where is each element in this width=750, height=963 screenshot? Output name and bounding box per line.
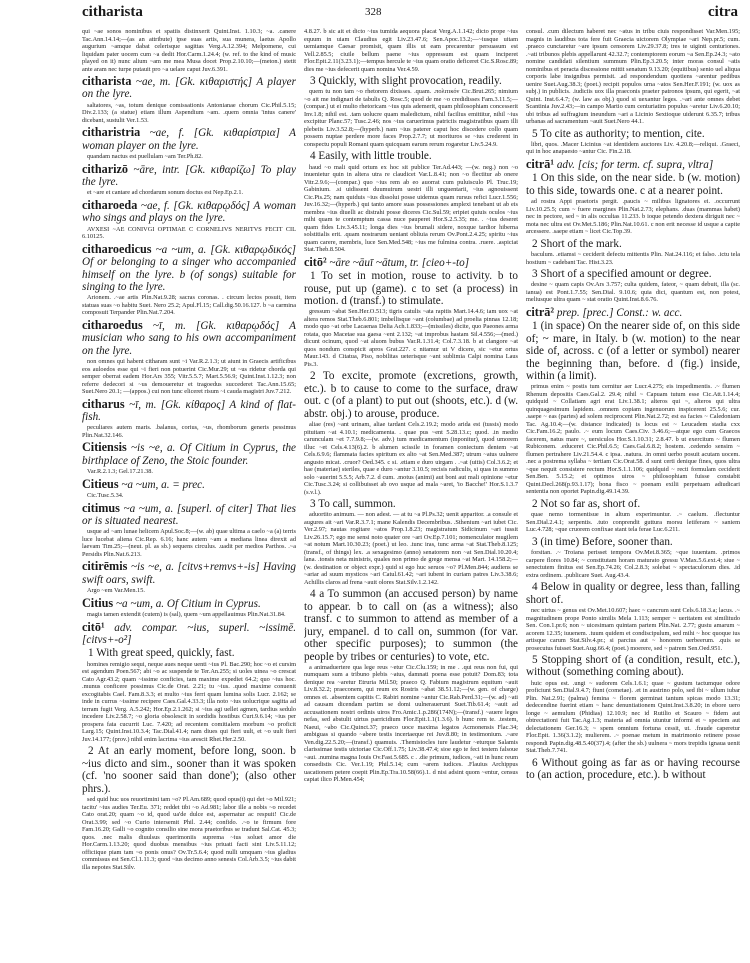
grammar-info: ~a ~um, a. = prec.: [118, 478, 205, 491]
citation-block: Arionem. .~ae artis Plin.Nat.9.28; sacras coronas. . circum lectos posuit, item statuas suas ~o habitu Suet. Nero 25.2; Apul.Fl.15; Call.dig.50.16.127. b ~a carmina composuit Terpander Plin.Nat.7.204.: [82, 294, 296, 317]
sense-definition: 1 On this side, on the near side. b (w. motion) to this side, towards one. c at a nearer point.: [526, 172, 740, 197]
citation-block: a animaduertere qua lege reus ~etur Cic.Clu.159; in me . .qui reus non fui, qui numquam sum a tribuno plebis ~atus, damnati poena esse potuit? Dom.83; tota denique rea ~aretur Etruria Mil.50; praeco Q. Fabium magistrum equitum ~auit Liv.8.32.2; praeconem, qui reum ex Rostris ~abat 38.51.12;—(w. gen. of charge) omnes ei. .absentem capitis C. Rabiri nomine ~antur Cic.Rab.Perd.31;—(w. ad) ~ati ad causam dicendam partim se domi uulnerauerunt Suet.Tib.61.4; ~auit ad accusationem nostri ordinis uiros Fro.Amic.1.p.286(174N);—(transf.) ~auere leges nefas, sed abstulit uirtus parricidium Flor.Epit.1.1(1.3.6). b hunc rem te. .testem, Naeui, ~abo Cic.Quinct.37; praeco uoce maxima legatos Acmonensis Flac.34; ambiguas si quando ~abere testis incertaeque rei Juv.8.80; in testimonium. .~are Ven.dig.22.5.20;—(transf.) quamuis. .Themistocles iure laudetur ~eturque Salamis clarissimae testis uictoriae Cic.Off.1.75; Liv.38.47.4; sioe ego te feci testem falsoue ~aui. .numina magna Iouis Ov.Fast.5.685. c . .die primum, iudices, ~ati in hunc reum consedistis Cic. Ver.1.19; Phil.5.14; cum ~arem iudices. .Flauius Archippus uacationem petere coepit Plin.Ep.Tra.10.58(66).1. d nisi adsint quom ~entur, census capiat ilico Pl.Men.454;: [304, 663, 518, 784]
citation-block: AVXESI ~AE CONIVGI OPTIMAE C CORNELIVS NERITVS FECIT CIL 6.10125.: [82, 225, 296, 241]
citation-block: haud ~o mali quid ortum ex hoc sit publice Ter.Ad.443; —(w. neg.) non ~o inuenietur quin in altera utra re claudicet Var.L.8.41; non ~o flectitur ab onere Vitr.2.9.6;—(compar.) quo ~ius rem ab eo auorrat cum puluisculo Pl. Truc.19; Gabinium. .si uidissent duumuirum uestri illi unguentarii, ~ius agnouissent Cic.Pis.25; nam quiduis ~ius dissolui posse uidemus quam rursus refici Lucr.1.556; Juv.16.32;—(hyperb.) qui tanto amore suas possessiones amplexi tenebant ut ab eis membra ~ius diuelli ac distrahi posse diceres Cic.Sul.59; eripiet quiuis oculos ~ius mihi quam te contemptum cassa nuce pauperet Hor.S.2.5.35; me. . ~ius deseret quam fides Liv.3.45.11; longa dies ~ius brumali sidere, noxque tardior hiberna solstitialis erit. .quam nostrarum ueniant obliuia rerum Ov.Pont.2.4.25; spiritu ~ius quam carere, membris, luce Sen.Med.548; ~ius me fulmina contra. .ruere. .aspiciat Stat.Theb.8.504.: [304, 163, 518, 254]
citation-block: aliae (res) ~ant urinam, aliae tardant Cels.2.19.2; modo arida est (tussis) modo pituitam ~at 4.10.1; medicamenta. . quae pus ~ent 5.28.13.c; quod. .in medio carunculam ~et 7.7.9.8;—(w. adv.) tum medicamentum (inponitur), quod umorem illuc ~et Cels.4.13(6).2. b alumen scissile in foramen coniectum dentem ~at Cels.6.9.6; flammata facies spiritum ex alto ~at Sen.Med.387; utrum ~atus uulnere angusto micat. .cruor? Oed.345. c si. .etiam e duro uirgam . .~at (uitis) Col.3.6.2; et hae (materiae) steriles, quae e duro ~antur 3.10.5; recisis radiculis, si quas in summo solo ~auerint 5.5.5; Arb.7.2. d cum. .motus (animi) aut boni aut mali opinione ~etur Cic.Tusc.3.24; si collibuisset ab ovo usque ad mala ~aret, 'io Bacche!' Hor.S.1.3.7 (s.v.l.).: [304, 421, 518, 496]
sense-definition: 3 (in time) Before, sooner than.: [532, 535, 673, 548]
sense-definition: 1 To set in motion, rouse to activity. b to rouse, put up (game). c to set (a process) in motion. d (transf.) to stimulate.: [304, 270, 518, 308]
citation-block: primus enim ~ postis tum cernitur aer Lucr.4.275; eis impedimentis. .~ flumen Rhenum depositis Caes.Gal.2. 29.4; nihil ~ Capuam tutum esse Cic.Att.1.14.4; quidquid ~ Collatiam agri erat Liv.1.38.1; alteros qui ~, alteros qui ultra quinquagesimum lapidem. .omnem copiam ingenuorum inspicerent 25.5.6; cur. .saepe ~ eas (partes) ad solem reciprocent Plin.Nat.2.72; est ea facies ~ Caledoniam Tac. Ag.10.4;—(w. distance indicated) is locus est ~ Leucadem stadia cxx Cic.Fam.16.2; paulo. .~ eum locum Caes.Civ. 3.46.6;—atque ego cum Graecos facerem, natus mare ~, uersiculos Hor.S.1.10.31; 2.8.47. b ut exercitum ~ flumen Rubiconem. .educeret Cic.Phil.6.5; Caes.Gal.6.8.2; hostem. .cedendo sensim ~ flumen pertrahere Liv.21.54.4. c ipsa. .natura. .in omni uerbo posuit acutam uocem. .nec a postrema syllaba ~ tertiam Cic.Orat.58. d sunt certi denique fines, quos ultra ~que nequit consistere rectum Hor.S.1.1.106; quidquid ~ recti formulam ceciderit Sen.Ben. 5.15.2; et optimos uiros ~ philosophiam fuisse constabit Quint.Decl.268(p.93.1.17); bona fisco ~ poenam exilii perpetuam adiudicari sententia non oportet Papin.dig.49.14.39.: [526, 383, 740, 496]
citation-block: homines remigio sequi, neque aues neque uenti ~ius Pl. Bac.290; hoc ~o et cursim est agendum Poen.567; abi ~o ac suspende te Ter.An.255; si uoles uinea ~o crescat Cato Agr.43.2; quam ~issime conficies, tam maxime expediet 64.2; quo ~ius hoc. .munus conficere possimus Cic.de Orat. 2.21; tu ~ius. .quod maxime conuenit excogitabis Cael. Fam.8.3.3; et multo ~ius ferri quam lumina solis Lucr. 2.162; se inde in currus ~issime recipere Caes.Gal.4.33.3; illa noto ~ius uolucrique sagitta ad terram fugit Verg. A.5.242; Hor.Ep.2.1.262; si ~ius agi uellet agmen, tardius sedulo incedere Liv.2.58.7; ~o gloria obsolescit in sordidis hostibus Curt.9.6.14; ~ius per prospera fata cucurrit Luc. 7.420; ad recentem comitialem morbum ~o proficit Larg.15; Quint.Inst.10.3.4; Tac.Dial.41.4; nam diues qui fieri uult, et ~o uult fieri Juv.14.177; (prov.) nihil enim lacrima ~ius arescit Rhet.Her.2.50.: [82, 660, 296, 743]
citation-block: peculiares autem maris. .balanus, corius, ~us, rhomborum generis pessimus Plin.Nat.32.146.: [82, 424, 296, 439]
grammar-info: ~āre, intr. [Gk. κιθαρίζω] To play the lyre.: [82, 163, 296, 189]
sense-definition: 5 Stopping short of (a condition, result, etc.), without (something coming about).: [526, 654, 740, 679]
sense-definition: 5 To cite as authority; to mention, cite.: [532, 127, 705, 140]
citation-block: quem tu non tam ~o rhetorem dixisses. .quam. .πολιτικόν Cic.Brut.265; nimium ~o ait me indignari de tabulis Q. Rosc.5; quod de me ~o credidisses Fam.3.11.5;—(compar.) ut ei multo rhetoricam ~ius quis ademerit, quam philosophiam concesserit Inv.1.8; nihil est. .tam uolucre quam maledictum, nihil facilius emittitur, nihil ~ius excipitur Planc.57; Tusc.2.46; nos ~ius caruerimus patriciis magistratibus quam illi plebeiis Liv.3.52.8;—(hyperb.) nam ~ius paterer caput hoc discedere collo quam possem nuptae perdere more faces Prop.2.7.7; ut morituros se ~ius crederent in conspectu populi Romani quam quicquam earum rerum rogaretur Liv.5.24.9.: [304, 88, 518, 148]
citation-block: consul. .cum dilectum haberet nec ~atus in tribu ciuis respondisset Var.Men.195; magnis in laudibus tota fere fuit Graecia uictorem Olympiae ~ari Nep.pr.5; cum. .praeco cunctaretur ~are ipsum censorem Liv.29.37.8; tres te uiginti centuriones. .~ati tribunos plebis appellarunt 42.32.7; contemptorem eorum ~a Sen.Ep.24.3; ~ato nomine candidati silentium summum Plin.Ep.3.20.5; inter moras consul ~atis nominibus et peracta discessione mittit senatum 9.13.20; (equitibus) senio uel aliqua corporis labe insignibus permisit. .ad respondendum quotiens ~arentur pedibus uenire Suet.Aug.38.3; (poet.) recipit populos urna ~atos Sen.Her.F.191; (w. uox as subj.) in publicis. .iudiciis uox illa praeconis praeter patronos ipsum, qui egerit, ~at Quint. Inst.6.4.7; (w. law as obj.) quod si uexantur leges. .~ari ante omnes debet Scantinia Juv.2.43;—in campo Martio cum centuriatim populus ~aretur Liv.6.20.10; ubi tribus ad suffragium ineundum ~ari a Licinio Sextioque uiderunt 6.35.7; tribus urbanas ad sacramentum ~auit Suet.Nero 44.1.: [526, 28, 740, 125]
grammar-info: ~a ~um, a. [Gk. κιθαρῳδικός] Of or belonging to a singer who accompanied himself on the lyre. b (of songs) suitable for singing to the lyre.: [82, 243, 296, 293]
entry-headline: [82, 478, 296, 491]
citation-block: magis tamen extendit (cutem) is (sal), quem ~um appellauimus Plin.Nat.31.84.: [87, 611, 286, 619]
sense-definition: 3 Short of a specified amount or degree.: [532, 268, 712, 281]
sense-definition: 2 At an early moment, before long, soon. b ~ius dicto and sim., sooner than it was spoken (cf. 'no sooner said than done'); (also other phrs.).: [82, 745, 296, 795]
sense-definition: 2 Short of the mark.: [532, 237, 622, 250]
entry-headline: [82, 199, 296, 225]
grammar-info: adv. compar. ~ius, superl. ~issimē. [citvs+-o²]: [82, 621, 296, 647]
entry-headline: [304, 256, 518, 269]
column-1: [82, 27, 296, 957]
sense-definition: 4 Below in quality or degree, less than, falling short of.: [526, 581, 740, 606]
citation-block: quandam nactus est puellulam ~am Ter.Ph.82.: [87, 153, 203, 161]
headword: citharistria: [82, 125, 141, 140]
citation-block: huic opus est. .ungi ~ sudorem Cels.1.6.1; quae ~ gustum tactumque odore proficiunt Sen.Dial.9.4.7; fiunt (cometae). .et in austrino polo, sed ibi ~ ullum iubar Plin. Nat.2.91; (palma) femina ~ florem germinat tantum spicas modo 13.31; dedecendine fuerint etiam ~ hanc denuntiationem Quint.Inst.3.8.20; in ebore uero longe ~ aemulum (Phidias) 12.10.9; nec id Rutilio et Scauro ~ fidem aut obtrectationi fuit Tac.Ag.1.3; materia ad omnia utuntur informi et ~ speciem aut delectationem Ger.16.3; ~ spem omnium fortuna cessit, ut. .fraude caperetur Flor.Epit. 1.36(3.1.2); mulierem. .~ poenae metum in matrimonio retinere posse respondi Papin.dig.48.5.40(37).4; (after the sb.) uulnera ~ mors trepidis ignaua uenit Stat.Theb.7.741.: [526, 679, 740, 755]
headword: Citiensis: [82, 440, 127, 455]
headword: citrā²: [526, 304, 555, 319]
grammar-info: ~ī, m. [Gk. κίθαρος] A kind of flat-fish.: [82, 398, 296, 423]
entry-headline: [82, 441, 296, 467]
grammar-info: ~ae, f. [Gk. κιθαρίστρια] A woman player on the lyre.: [82, 127, 296, 152]
grammar-info: ~āre ~āuī ~ātum, tr. [cieo+-to]: [326, 256, 470, 269]
citation-block: usque ad ~am lunae helicem Apul.Soc.8;—(w. ab) quae ultima a caelo ~a (a) terris luce lucebat aliena Cic.Rep. 6.16; hanc autem ~am a mediana linea direxit ad laevam Tim.25;—(neut. pl. as sb.) sequens circulus. .uadit per medios Parthos. .~a Persidis Plin.Nat.6.213.: [82, 528, 296, 558]
citation-block: forsitan. .~ Troiana perisset tempora Ov.Met.8.365; ~que iuuentam. .primos carpere flores 10.84; ~ constitutam horam maturato gressu V.Max.5.6.ext.4; siue ~ senectutem finitus est Sen.Ep.74.26; Col.2.8.3; solebat ~ spectaculorum dies. .id extra ordinem. .publicare Suet. Aug.43.4.: [526, 549, 740, 579]
headword: Citieus: [82, 476, 119, 491]
citation-block: qui ~ae sonos nominibus et spatiis distinxerit Quint.Inst. 1.10.3; ~a. .canere Tac.Ann.14.14;—(as an attribute) ipse suas artis, sua munera, laetus Apollo augurium ~amque dabat celerisque sagittas Verg.A.12.394; Melpomene, cui liquidam pater uocem cum ~a dedit Hor.Carm.1.24.4; (w. ref. to the kind of music played on it) nunc alium ~am me mea Musa docet Prop.2.10.10;—(meton.) stetit ante aram nec turpe putauit pro ~a uelare caput Juv.6.391.: [82, 28, 296, 73]
citation-block: Var.R.2.1.3; Gel.17.21.38.: [87, 468, 153, 476]
citation-block: Argo ~em Var.Men.15.: [87, 587, 145, 595]
entry-headline: [82, 319, 296, 357]
headword: Citius: [82, 595, 114, 610]
citation-block: quae nemo tormentisue in altum experimuntur. .~ caelum. .flectuntur Sen.Dial.2.4.1; serpentis. .tuto conprendit guttura morsu letiferam ~ saniem Luc.4.728; ~que cruorem confixae stant tela ferae Luc.6.211.: [526, 511, 740, 534]
headword: citō¹: [82, 619, 105, 634]
column-3: [526, 27, 740, 957]
sense-definition: 1 With great speed, quickly, fast.: [88, 647, 235, 660]
citation-block: gressum ~abat Sen.Her.O.513; tigris catulis ~ata rapitis Mart.14.4.6; iam uox ~at altera remos Stat.Theb.6.801; imbellisque ~ant (columbae) ad proelia pinnas 12.18; modo quo ~at orbe Lacaenas Delia Ach.1.833;—(missiles) dicite, quo Paeones arma rotata, quo Macetae sua gaesa ~ent 2.132; ~at improbus hastam Sil.4.556;—(med.) dicunt ocinum, quod ~at aluom bubus Var.R.1.31.4; Col.7.3.18. b at clangore ~at quos nondum conspicit apros Grat.227. c nitamur ut V dicere, sic ~etur ortus Maur.143. d Citatua, Piso, nobilitas ueterisque ~ant sublimia Calpi nomina Laus Pis.3.: [304, 308, 518, 368]
citation-block: et ~are et cantare ad chordarum sonum doctus est Nep.Ep.2.1.: [87, 189, 244, 197]
grammar-info: ~is ~e, a. Of Citium in Cyprus, the birthplace of Zeno, the Stoic founder.: [82, 442, 296, 467]
headword: citharoedus: [82, 317, 143, 332]
sense-definition: 1 (in space) On the nearer side of, on this side of; ~ mare, in Italy. b (w. motion) to the near side of, across. c (of a letter or symbol) nearer the beginning than, before. d (fig.) inside, within (a limit).: [526, 320, 740, 382]
grammar-info: ~is ~e, a. [citvs+remvs+-is] Having swift oars, swift.: [82, 561, 296, 586]
entry-headline: [82, 597, 296, 610]
entry-headline: [82, 75, 296, 101]
grammar-info: ~ae, f. [Gk. κιθαρῳδός] A woman who sings and plays on the lyre.: [82, 199, 296, 225]
entry-headline: [526, 306, 740, 319]
dictionary-columns: [82, 27, 740, 957]
guide-word-right: citra: [708, 4, 738, 20]
headword: citirēmis: [82, 559, 128, 574]
citation-block: desine ~ quam capis Ov.Ars 3.757; culta quidem, fateor, ~ quam debuit, illa (sc. ianua) est Pont.1.7.55; Sen.Dial. 9.10.6; quia dici, quantum est, non potest, meliusque ultra quam ~ stat oratio Quint.Inst.8.6.76.: [526, 281, 740, 304]
sense-definition: 6 Without going as far as or having recourse to (an action, procedure, etc.). b without: [526, 756, 740, 782]
citation-block: ad rostra Appi praetoris pergit. .paucis ~ milibus lignatores ei. .occurrunt Liv.10.25.5; cum ~ fuere margines Plin.Nat.2.73; elephans. .duas (mammas habet) nec in pectore, sed ~ in alis occultas 11.233. b ioque petendo dextera diriguit nec ~ mota nec ultra est Ov.Met.5.186; Plin.Nat.10.61. c non erit necesse id usque a capite arcessere. .saepe etiam ~ licet Cic.Top.39.: [526, 198, 740, 236]
guide-word-left: citharista: [82, 4, 143, 20]
headword: citrā¹: [526, 156, 555, 171]
grammar-info: ~ae, m. [Gk. κιθαριστής] A player on the lyre.: [82, 76, 296, 101]
grammar-info: ~a ~um, a. [superl. of citer] That lies or is situated nearest.: [82, 502, 296, 528]
headword: citō²: [304, 254, 327, 269]
citation-block: sed quid huc uos reuortimini tam ~o? Pl.Am.689; quod opus(t) qui det ~o Mil.921; tacitu' ~ius audies Ter.Eu. 371; reddet tibi ~o Ad.981; labor ille a nobis ~o recedet Cato orat.20; quam ~o id, quod ua'de dulce est, aspernatur ac respuit! Cic.de Orat.3.99; sed ~o Curio intersemit Phil. 2.44; confido. .~o te firmum fore Fam.16.20; Galli ~o cognito consilio sine mora praetoribus se tradunt Sal.Cat. 45.3; quos. .nec malis diuulsus querimoniis suprema ~ius soluet amor die Hor.Carm.1.13.20; quod duobus mensibus ~ius priuati facti sint Liv.5.11.12; officiique piam tam ~o ponis onus? Ov.Tr.5.6.4; quod nulli umquam ~ius gladius commissus est Sen.Cl.1.11.3; quod ~ius decimo anno senesis Col.Arb.3.5; ~ius dabit illa nepotes Stat.Silv.: [82, 796, 296, 871]
sense-definition: 4 a To summon (an accused person) by name to appear. b to call on (as a witness); also transf. c to summon to attend as member of a jury, empanel. d to call on, summon (for var. other specific purposes); to summon (the people by tribes or centuries) to vote, etc.: [304, 588, 518, 663]
entry-headline: [526, 158, 740, 171]
citation-block: aduortito animum. — non adest. — at tu ~a Pl.Ps.32; uenit apparitor. .a consule et augures ait ~ari Var.R.3.7.1; mane Kalendis Decembribus. .Sthenium ~ari iubet Cic. Ver.2.97; nautas rogitare ~atos Prop.1.8.23; magistratum Sidicinum ~ari iussit Liv.26.15.7; ego me sensi noto quater ore ~ari Ov.Ep.7.101; nomenculator mugilem ~at notum Mart.10.30.23; (poet.) ut leo. .tunc iras, tunc arma ~at Stat.Theb.8.125; (transf., of things) lex. .a sexagesimo (anno) senatorem non ~at Sen.Dial.10.20.4; lana. .tonsis neta ministris, quales non primo de grege mensa ~at Mart. 14.158.2;—(w. destination or object expr.) quid si ego huc seruos ~o? Pl.Men.844; audiens se ~ariar ad suum mysticos ~ari Catul.61.42; ~ari iubent in curiam patres Liv.3.38.6; Achillis claros ad frena ~auit olores Stat.Silv.1.2.142.: [304, 511, 518, 586]
page-number: 328: [365, 6, 382, 18]
sense-definition: 2 Not so far as, short of.: [532, 497, 641, 510]
grammar-info: adv. [cis; for term. cf. supra, vltra]: [554, 158, 714, 171]
citation-block: Cic.Tusc.5.34.: [87, 492, 124, 500]
entry-headline: [82, 621, 296, 647]
headword: citharus: [82, 396, 125, 411]
citation-block: non omnes qui habent citharam sunt ~i Var.R.2.1.3; ut aiunt in Graecis artificibus eos auloedos esse qui ~i fieri non potuerint Cic.Mur.29; ut ~us ridetur chorda qui semper oberrat eadem Hor.Ars 355; Vitr.5.5.7; Mart.5.56.9; Quint.Inst.1.12.3; non referre dedecori si ~us demoueretur et tragoedus succederet Tac.Ann.15.65; Suet.Nero 20.1; —(appos.) cui non tunc eliceret risum ~i cauda magistri Juv.7.212.: [82, 358, 296, 396]
entry-headline: [82, 163, 296, 189]
entry-headline: [82, 126, 296, 152]
entry-headline: [82, 398, 296, 424]
citation-block: 4.8.27. b sic ait et dicto ~ius tumida aequora placat Verg.A.1.142; dicto prope ~ius equum in uiam Claudius egit Liv.23.47.6; Sen.Apoc.13.2;—~iusque uitam uemiamque Caesar promisit, quam illis ut eam precarentur persuasum est Vell.2.85.5; ciuile bellum paene ~ius oppressum est quam inciperet Flor.Epit.2.11(3.23.1);—tempus hercule te ~ius quam oratio deficeret Cic.S.Rosc.89; dies me ~ius defecerit quam nomina Ver.4.59.: [304, 28, 518, 73]
grammar-info: prep. [prec.] Const.: w. acc.: [554, 306, 683, 319]
column-2: [304, 27, 518, 957]
entry-headline: [82, 502, 296, 528]
headword: citharoedicus: [82, 241, 152, 256]
headword: citharista: [82, 74, 132, 88]
sense-definition: 3 Quickly, with slight provocation, readily.: [310, 75, 502, 87]
citation-block: nec uirtus ~ genus est Ov.Met.10.607; haec ~ cancrum sunt Cels.6.18.3.a; lacus. .~ magnitudinem prope Ponto similis Mela 1.113; semper ~ ueritatem est similitudo Sen. Con.1.pr.6; non ~ uicesimam quintam partem Plin.Nat. 2.77; gustu amarum ~ acorem 12.35; iuuenem. .tuum quidem et condiscipulum, sed mihi ~ hoc quoque ius artisque carum Stat.Silv.4.pr.; si parcius aut ~ honorem uerbeerum. .quis se prosecutus fuisset Suet.Aug.66.4; (poet.) moerere, sed ~ patrem Sen.Oed.951.: [526, 607, 740, 652]
headword: citimus: [82, 500, 120, 515]
citation-block: baculum. .etiamsi ~ ceciderit defectu mittentis Plin. Nat.24.116; et falso. .ictu tela hostium ~ cadebant Tac. Hist.3.23.: [526, 251, 740, 266]
headword: citharoeda: [82, 197, 138, 212]
headword: citharizō: [82, 161, 129, 176]
grammar-info: ~a ~um, a. Of Citium in Cyprus.: [113, 597, 261, 610]
citation-block: libri, quos. .Macer Licinius ~at identidem auctores Liv. 4.20.8;—reliqui. .Graeci, qui in hoc anapaesto ~antur Cic. Fin.2.18.: [526, 140, 740, 156]
grammar-info: ~ī, m. [Gk. κιθαρῳδός] A musician who sang to his own accompaniment on the lyre.: [82, 319, 296, 357]
sense-definition: 3 To call, summon.: [310, 498, 396, 511]
page-header: [0, 0, 750, 28]
sense-definition: 4 Easily, with little trouble.: [310, 150, 432, 163]
entry-headline: [82, 243, 296, 294]
entry-headline: [82, 560, 296, 586]
sense-definition: 2 To excite, promote (excretions, growth, etc.). b to cause to come to the surface, draw out. c (of a plant) to put out (shoots, etc.). d (w. abstr. obj.) to arouse, produce.: [304, 370, 518, 420]
citation-block: saltatores, ~as, totum denique comissationis Antonianae chorum Cic.Phil.5.15; Div.2.133; (a statue) etiam illum Aspendium ~am. .quem omnia 'intus canere' dicebant, sustulit Ver.1.53.: [82, 101, 296, 124]
